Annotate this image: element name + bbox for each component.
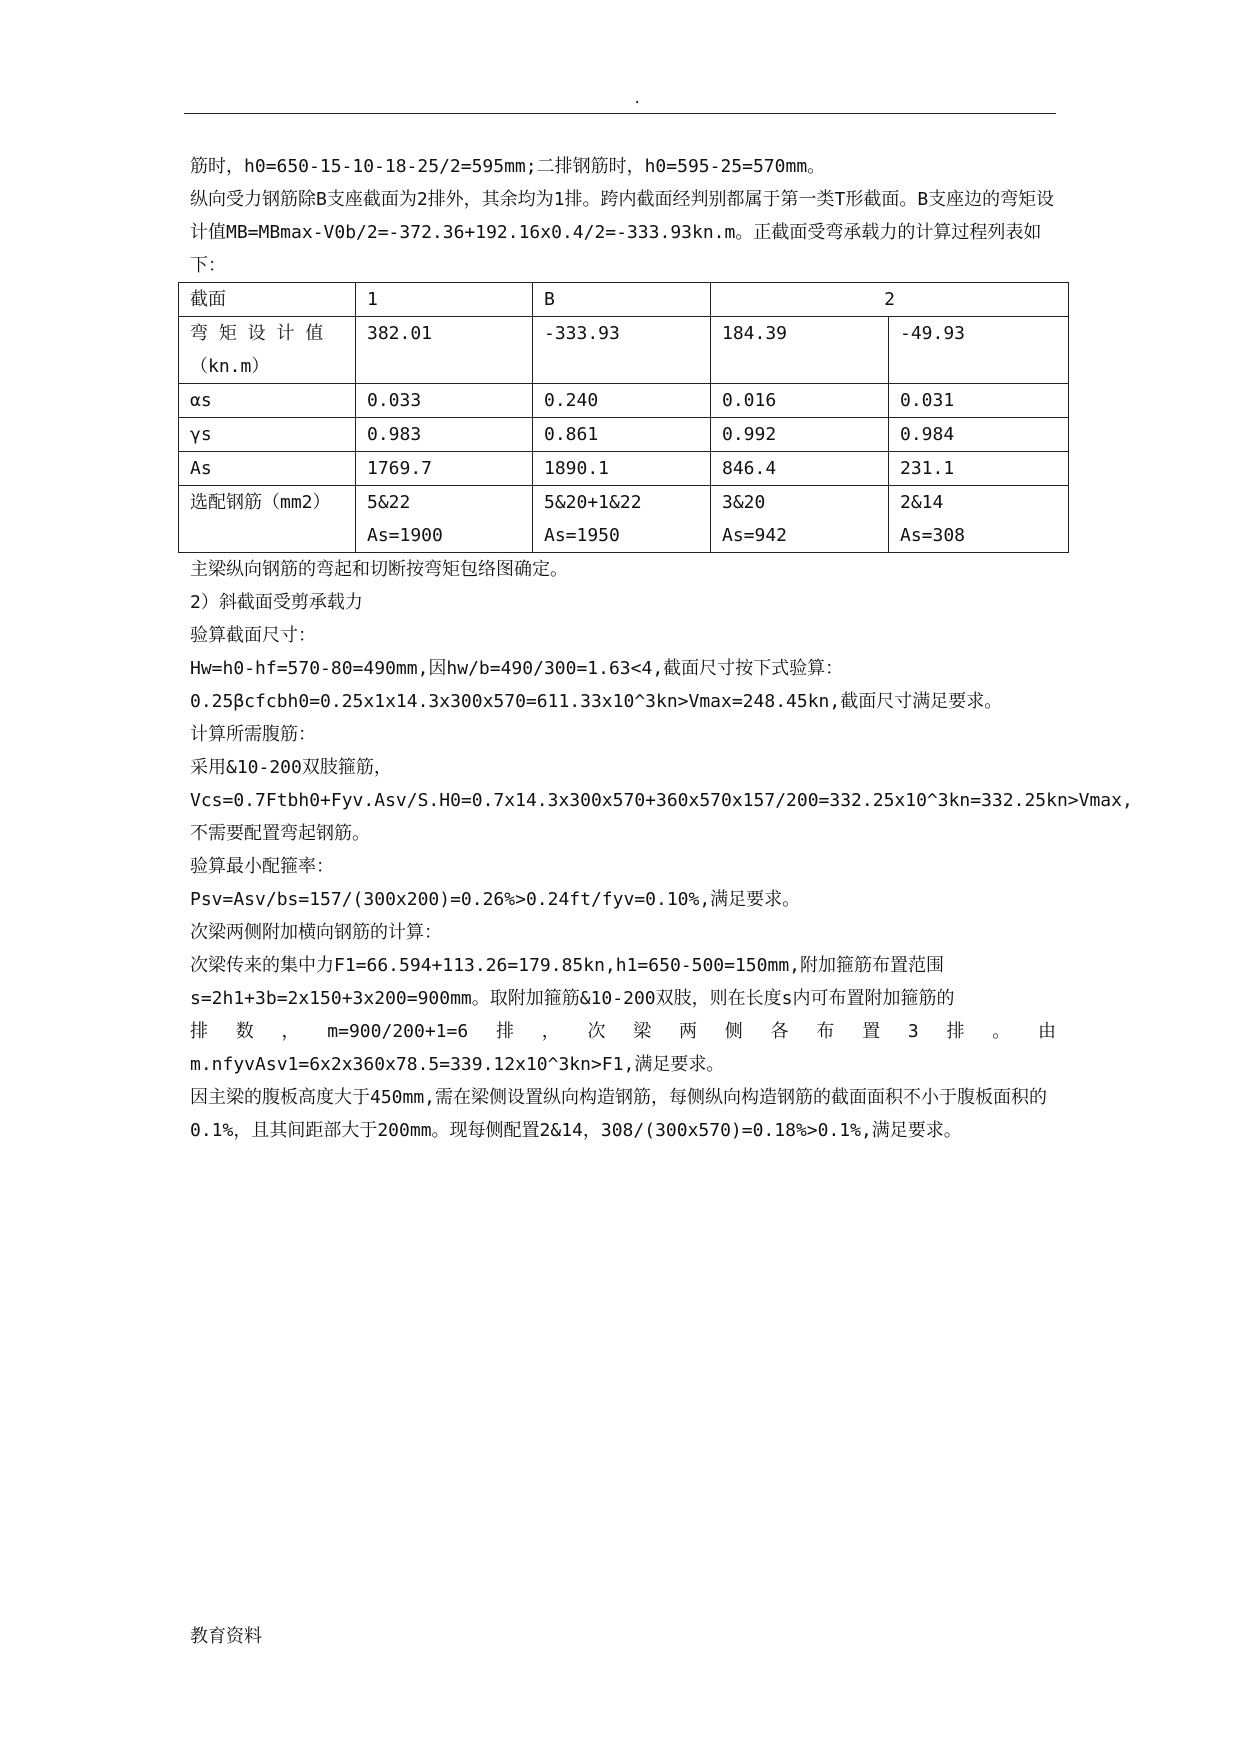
table-row xyxy=(179,418,1069,452)
paragraph: 次梁两侧附加横向钢筋的计算： xyxy=(190,922,442,943)
paragraph: 次梁传来的集中力F1=66.594+113.26=179.85kn,h1=650-500=150mm,附加箍筋布置范围s=2h1+3b=2x150+3x200=900mm。取附加箍筋&10-200双肢，则在长度s内可布置附加箍筋的 xyxy=(190,955,955,1009)
paragraph: m.nfyvAsv1=6x2x360x78.5=339.12x10^3kn>F1,满足要求。 xyxy=(190,1054,725,1075)
header-rule xyxy=(184,113,1056,114)
rebar-spec: 5&20+1&22 xyxy=(544,492,642,513)
word: ， xyxy=(281,1021,300,1042)
word: 布 xyxy=(816,1021,835,1042)
table-cell: -49.93 xyxy=(889,317,1069,384)
word: 排 xyxy=(495,1021,514,1042)
word: 3 xyxy=(907,1021,919,1042)
paragraph: 验算截面尺寸： xyxy=(190,625,316,646)
table-header-cell: B xyxy=(533,283,711,317)
table-row-label: αs xyxy=(179,384,356,418)
section-heading: 2）斜截面受剪承载力 xyxy=(190,592,363,613)
word: m=900/200+1=6 xyxy=(327,1021,469,1042)
word: ， xyxy=(541,1021,560,1042)
paragraph: Vcs=0.7Ftbh0+Fyv.Asv/S.H0=0.7x14.3x300x570+360x570x157/200=332.25x10^3kn=332.25kn>Vmax,不需要配置弯起钢筋。 xyxy=(190,790,1133,844)
word: 排 xyxy=(190,1021,208,1042)
word: 次 xyxy=(587,1021,606,1042)
word: 数 xyxy=(235,1021,254,1042)
word: 。 xyxy=(992,1021,1011,1042)
table-header-cell: 截面 xyxy=(179,283,356,317)
word: 由 xyxy=(1037,1021,1056,1042)
table-row-label xyxy=(179,317,356,384)
rebar-spec: 5&22 xyxy=(367,492,411,513)
table-row-label: 选配钢筋（mm2） xyxy=(179,486,356,553)
table-cell: 0.033 xyxy=(356,384,533,418)
flexural-calc-table xyxy=(178,282,1069,553)
label-line: （kn.m） xyxy=(190,356,270,377)
table-cell: 184.39 xyxy=(711,317,889,384)
table-cell: 382.01 xyxy=(356,317,533,384)
table-cell: 0.984 xyxy=(889,418,1069,452)
paragraph: Hw=h0-hf=570-80=490mm,因hw/b=490/300=1.63<4,截面尺寸按下式验算： xyxy=(190,658,844,679)
word: 两 xyxy=(679,1021,698,1042)
table-row-label: As xyxy=(179,452,356,486)
paragraph: 筋时，h0=650-15-10-18-25/2=595mm;二排钢筋时，h0=595-25=570mm。 xyxy=(190,156,826,177)
document-body xyxy=(190,150,1133,1147)
paragraph: 采用&10-200双肢箍筋， xyxy=(190,757,392,778)
rebar-area: As=1900 xyxy=(367,525,443,546)
word: 侧 xyxy=(724,1021,743,1042)
table-row xyxy=(179,486,1069,553)
table-row xyxy=(179,317,1069,384)
table-cell: 0.983 xyxy=(356,418,533,452)
table-cell: 0.031 xyxy=(889,384,1069,418)
table-row xyxy=(179,452,1069,486)
table-cell: 846.4 xyxy=(711,452,889,486)
table-row-label: γs xyxy=(179,418,356,452)
table-cell xyxy=(711,486,889,553)
table-cell: 0.992 xyxy=(711,418,889,452)
paragraph: 0.25βcfcbh0=0.25x1x14.3x300x570=611.33x10^3kn>Vmax=248.45kn,截面尺寸满足要求。 xyxy=(190,691,1003,712)
footer-label: 教育资料 xyxy=(190,1626,262,1647)
paragraph: 因主梁的腹板高度大于450mm,需在梁侧设置纵向构造钢筋，每侧纵向构造钢筋的截面面积不小于腹板面积的0.1%，且其间距部大于200mm。现每侧配置2&14，308/(300x570)=0.18%>0.1%,满足要求。 xyxy=(190,1087,1048,1141)
rebar-area: As=1950 xyxy=(544,525,620,546)
table-cell: 0.861 xyxy=(533,418,711,452)
table-cell xyxy=(889,486,1069,553)
table-row xyxy=(179,384,1069,418)
header-dot: . xyxy=(633,91,642,107)
table-cell: 231.1 xyxy=(889,452,1069,486)
rebar-area: As=942 xyxy=(722,525,788,546)
word: 排 xyxy=(946,1021,965,1042)
word: 各 xyxy=(770,1021,789,1042)
paragraph: 主梁纵向钢筋的弯起和切断按弯矩包络图确定。 xyxy=(190,559,568,580)
paragraph: 计算所需腹筋： xyxy=(190,724,316,745)
table-header-cell: 2 xyxy=(711,283,1069,317)
table-cell: 0.240 xyxy=(533,384,711,418)
table-header-cell: 1 xyxy=(356,283,533,317)
rebar-spec: 2&14 xyxy=(900,492,944,513)
table-cell xyxy=(356,486,533,553)
label-line: 弯 矩 设 计 值 xyxy=(190,323,324,344)
word: 梁 xyxy=(633,1021,652,1042)
table-cell: 1890.1 xyxy=(533,452,711,486)
paragraph: 纵向受力钢筋除B支座截面为2排外，其余均为1排。跨内截面经判别都属于第一类T形截面。B支座边的弯矩设计值MB=MBmax-V0b/2=-372.36+192.16x0.4/2=-333.93kn.m。正截面受弯承载力的计算过程列表如下： xyxy=(190,189,1055,276)
paragraph: 验算最小配箍率： xyxy=(190,856,334,877)
table-cell: -333.93 xyxy=(533,317,711,384)
paragraph: Psv=Asv/bs=157/(300x200)=0.26%>0.24ft/fyv=0.10%,满足要求。 xyxy=(190,889,801,910)
rebar-spec: 3&20 xyxy=(722,492,766,513)
table-header-row xyxy=(179,283,1069,317)
rebar-area: As=308 xyxy=(900,525,966,546)
table-cell: 1769.7 xyxy=(356,452,533,486)
table-cell xyxy=(533,486,711,553)
word: 置 xyxy=(862,1021,881,1042)
justified-line xyxy=(190,1015,1056,1048)
table-cell: 0.016 xyxy=(711,384,889,418)
